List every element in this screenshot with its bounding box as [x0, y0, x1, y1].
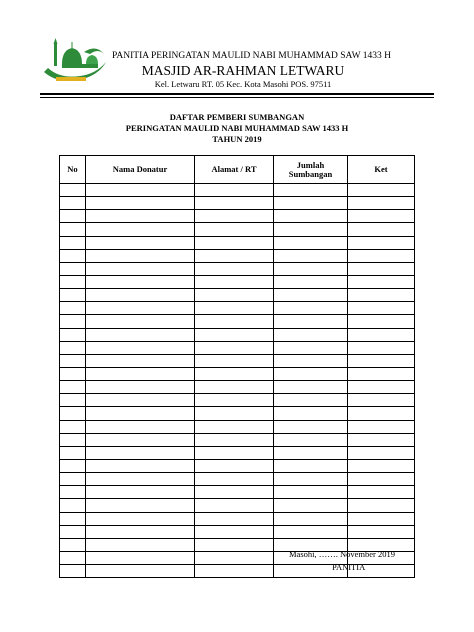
cell-address	[195, 302, 274, 315]
signature-date: Masohi, ……. November 2019	[289, 549, 396, 559]
table-row	[60, 354, 415, 367]
cell-address	[195, 433, 274, 446]
table-row	[60, 289, 415, 302]
cell-amount	[274, 525, 348, 538]
cell-donor-name	[86, 302, 195, 315]
cell-no	[60, 433, 86, 446]
cell-notes	[348, 381, 415, 394]
cell-amount	[274, 499, 348, 512]
cell-donor-name	[86, 486, 195, 499]
cell-donor-name	[86, 315, 195, 328]
cell-no	[60, 394, 86, 407]
cell-donor-name	[86, 354, 195, 367]
cell-donor-name	[86, 197, 195, 210]
cell-amount	[274, 341, 348, 354]
cell-amount	[274, 315, 348, 328]
cell-donor-name	[86, 551, 195, 564]
cell-address	[195, 354, 274, 367]
cell-amount	[274, 394, 348, 407]
cell-address	[195, 407, 274, 420]
cell-notes	[348, 275, 415, 288]
cell-notes	[348, 328, 415, 341]
cell-amount	[274, 184, 348, 197]
cell-amount	[274, 302, 348, 315]
cell-address	[195, 459, 274, 472]
cell-address	[195, 525, 274, 538]
cell-address	[195, 538, 274, 551]
column-header-amount	[274, 156, 348, 184]
table-header-row	[60, 156, 415, 184]
cell-address	[195, 486, 274, 499]
document-year: TAHUN 2019	[212, 134, 262, 144]
column-header-amount-line1: Jumlah	[296, 159, 325, 170]
donor-table	[59, 155, 415, 578]
cell-address	[195, 236, 274, 249]
cell-donor-name	[86, 381, 195, 394]
cell-notes	[348, 433, 415, 446]
cell-amount	[274, 473, 348, 486]
cell-donor-name	[86, 499, 195, 512]
cell-no	[60, 328, 86, 341]
cell-amount	[274, 367, 348, 380]
cell-amount	[274, 289, 348, 302]
cell-address	[195, 315, 274, 328]
table-row	[60, 328, 415, 341]
cell-no	[60, 249, 86, 262]
cell-amount	[274, 262, 348, 275]
cell-no	[60, 551, 86, 564]
cell-no	[60, 315, 86, 328]
cell-address	[195, 512, 274, 525]
cell-address	[195, 420, 274, 433]
cell-no	[60, 302, 86, 315]
cell-no	[60, 565, 86, 578]
cell-notes	[348, 525, 415, 538]
table-row	[60, 499, 415, 512]
signature-committee: PANITIA	[332, 562, 366, 572]
cell-address	[195, 473, 274, 486]
table-row	[60, 381, 415, 394]
cell-address	[195, 197, 274, 210]
header-mosque-name: MASJID AR-RAHMAN LETWARU	[141, 63, 345, 78]
cell-address	[195, 565, 274, 578]
cell-no	[60, 420, 86, 433]
table-row	[60, 275, 415, 288]
cell-donor-name	[86, 210, 195, 223]
cell-amount	[274, 249, 348, 262]
cell-no	[60, 210, 86, 223]
cell-address	[195, 367, 274, 380]
cell-address	[195, 262, 274, 275]
cell-donor-name	[86, 223, 195, 236]
cell-amount	[274, 275, 348, 288]
cell-no	[60, 459, 86, 472]
cell-notes	[348, 420, 415, 433]
cell-address	[195, 210, 274, 223]
cell-notes	[348, 459, 415, 472]
cell-no	[60, 236, 86, 249]
cell-donor-name	[86, 525, 195, 538]
cell-amount	[274, 381, 348, 394]
cell-donor-name	[86, 289, 195, 302]
cell-donor-name	[86, 407, 195, 420]
cell-notes	[348, 446, 415, 459]
cell-notes	[348, 486, 415, 499]
cell-donor-name	[86, 262, 195, 275]
cell-no	[60, 275, 86, 288]
table-row	[60, 341, 415, 354]
cell-amount	[274, 433, 348, 446]
cell-notes	[348, 302, 415, 315]
cell-address	[195, 381, 274, 394]
cell-no	[60, 499, 86, 512]
cell-donor-name	[86, 394, 195, 407]
table-row	[60, 407, 415, 420]
document-title: DAFTAR PEMBERI SUMBANGAN	[169, 112, 305, 122]
cell-address	[195, 249, 274, 262]
table-row	[60, 512, 415, 525]
cell-notes	[348, 289, 415, 302]
cell-donor-name	[86, 367, 195, 380]
table-row	[60, 394, 415, 407]
cell-donor-name	[86, 249, 195, 262]
cell-notes	[348, 341, 415, 354]
table-row	[60, 262, 415, 275]
table-row	[60, 420, 415, 433]
cell-donor-name	[86, 565, 195, 578]
header-committee-name: PANITIA PERINGATAN MAULID NABI MUHAMMAD SAW 1433 H	[112, 51, 392, 61]
cell-address	[195, 223, 274, 236]
mosque-logo-icon	[40, 34, 110, 86]
cell-donor-name	[86, 420, 195, 433]
cell-amount	[274, 446, 348, 459]
cell-no	[60, 525, 86, 538]
cell-donor-name	[86, 328, 195, 341]
cell-no	[60, 354, 86, 367]
cell-amount	[274, 328, 348, 341]
table-row	[60, 446, 415, 459]
cell-address	[195, 184, 274, 197]
column-header-notes: Ket	[348, 156, 415, 184]
cell-no	[60, 341, 86, 354]
cell-notes	[348, 197, 415, 210]
table-row	[60, 210, 415, 223]
cell-notes	[348, 512, 415, 525]
cell-amount	[274, 420, 348, 433]
cell-notes	[348, 394, 415, 407]
cell-amount	[274, 486, 348, 499]
cell-donor-name	[86, 433, 195, 446]
table-row	[60, 525, 415, 538]
cell-amount	[274, 407, 348, 420]
header-divider	[40, 93, 434, 95]
table-row	[60, 433, 415, 446]
cell-no	[60, 538, 86, 551]
cell-no	[60, 446, 86, 459]
cell-notes	[348, 249, 415, 262]
cell-donor-name	[86, 341, 195, 354]
cell-address	[195, 499, 274, 512]
cell-no	[60, 486, 86, 499]
cell-amount	[274, 459, 348, 472]
cell-no	[60, 262, 86, 275]
header-divider-thin	[40, 97, 434, 98]
cell-notes	[348, 262, 415, 275]
column-header-address: Alamat / RT	[195, 156, 274, 184]
cell-donor-name	[86, 275, 195, 288]
cell-donor-name	[86, 538, 195, 551]
table-row	[60, 197, 415, 210]
table-row	[60, 486, 415, 499]
table-row	[60, 367, 415, 380]
cell-address	[195, 446, 274, 459]
column-header-amount-line2: Sumbangan	[288, 168, 333, 179]
column-header-donor-name: Nama Donatur	[86, 156, 195, 184]
cell-donor-name	[86, 446, 195, 459]
cell-no	[60, 407, 86, 420]
cell-notes	[348, 367, 415, 380]
cell-donor-name	[86, 473, 195, 486]
table-row	[60, 223, 415, 236]
cell-notes	[348, 315, 415, 328]
cell-address	[195, 289, 274, 302]
cell-no	[60, 184, 86, 197]
cell-notes	[348, 473, 415, 486]
cell-notes	[348, 354, 415, 367]
cell-amount	[274, 354, 348, 367]
cell-no	[60, 512, 86, 525]
header-address: Kel. Letwaru RT. 05 Kec. Kota Masohi POS. 97511	[154, 79, 332, 89]
table-row	[60, 249, 415, 262]
cell-notes	[348, 499, 415, 512]
cell-no	[60, 197, 86, 210]
cell-notes	[348, 210, 415, 223]
column-header-no: No	[60, 156, 86, 184]
cell-no	[60, 473, 86, 486]
document-subtitle: PERINGATAN MAULID NABI MUHAMMAD SAW 1433 H	[125, 123, 349, 133]
cell-address	[195, 328, 274, 341]
cell-address	[195, 394, 274, 407]
table-row	[60, 459, 415, 472]
cell-amount	[274, 197, 348, 210]
table-row	[60, 302, 415, 315]
cell-amount	[274, 236, 348, 249]
cell-address	[195, 551, 274, 564]
cell-donor-name	[86, 512, 195, 525]
cell-donor-name	[86, 459, 195, 472]
table-row	[60, 236, 415, 249]
cell-no	[60, 223, 86, 236]
cell-no	[60, 367, 86, 380]
cell-notes	[348, 236, 415, 249]
cell-no	[60, 289, 86, 302]
cell-no	[60, 381, 86, 394]
cell-notes	[348, 184, 415, 197]
cell-address	[195, 275, 274, 288]
cell-amount	[274, 512, 348, 525]
cell-notes	[348, 223, 415, 236]
cell-donor-name	[86, 236, 195, 249]
cell-notes	[348, 407, 415, 420]
table-row	[60, 315, 415, 328]
cell-address	[195, 341, 274, 354]
cell-amount	[274, 223, 348, 236]
table-row	[60, 184, 415, 197]
table-row	[60, 473, 415, 486]
cell-amount	[274, 210, 348, 223]
cell-donor-name	[86, 184, 195, 197]
